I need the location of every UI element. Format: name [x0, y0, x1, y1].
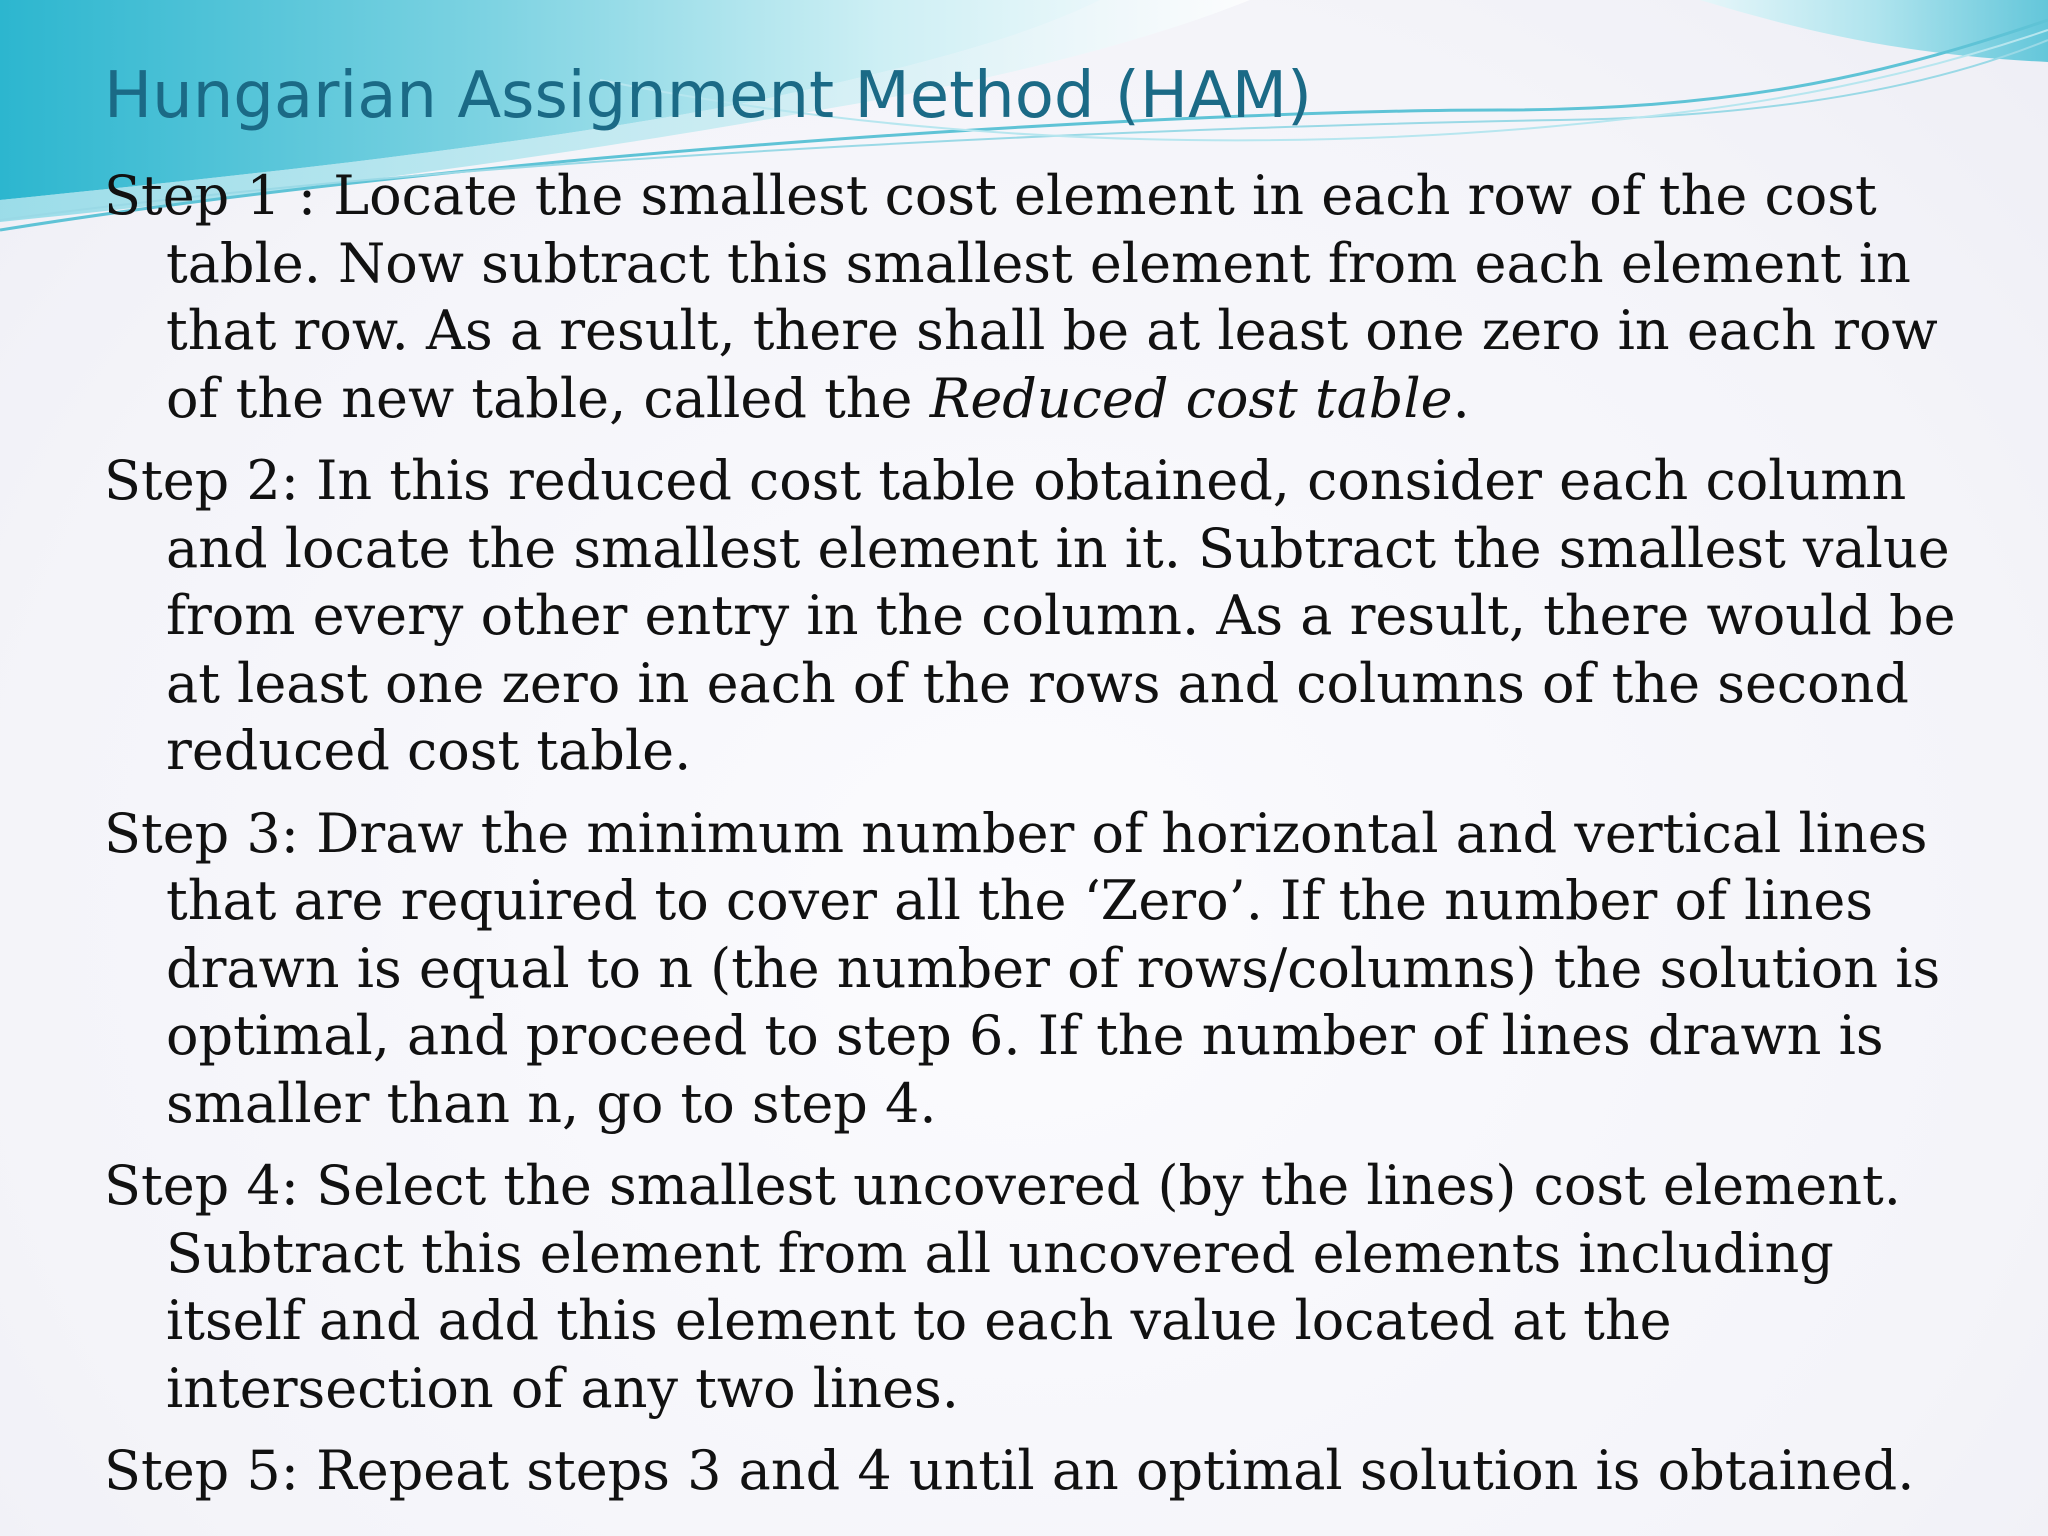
step-1-emphasis: Reduced cost table [929, 366, 1453, 430]
step-2: Step 2: In this reduced cost table obtained, consider each column and locate the smallest element in it. Subtract the smallest value from every other entry in the column. As a result, there would be at least one zero in each of the rows and columns of the second reduced cost table. [104, 449, 1956, 782]
step-1 [104, 162, 1984, 432]
step-1-text: Step 1 : Locate the smallest cost element in each row of the cost table. Now subtract this smallest element from each element in that row. As a result, there shall be at least one zero in each row of the new table, called the [104, 164, 1938, 430]
step-5: Step 5: Repeat steps 3 and 4 until an optimal solution is obtained. [104, 1439, 1915, 1502]
step-list [104, 162, 1984, 1520]
step-1-end: . [1452, 366, 1470, 430]
slide-title: Hungarian Assignment Method (HAM) [104, 59, 1312, 133]
step-3: Step 3: Draw the minimum number of horizontal and vertical lines that are required to cover all the ‘Zero’. If the number of lines drawn is equal to n (the number of rows/columns) the solution is optimal, and proceed to step 6. If the number of lines drawn is smaller than n, go to step 4. [104, 801, 1941, 1135]
step-4: Step 4: Select the smallest uncovered (by the lines) cost element. Subtract this element from all uncovered elements including itself and add this element to each value located at the intersection of any two lines. [104, 1154, 1901, 1420]
wave-band-right [1700, 0, 2048, 62]
